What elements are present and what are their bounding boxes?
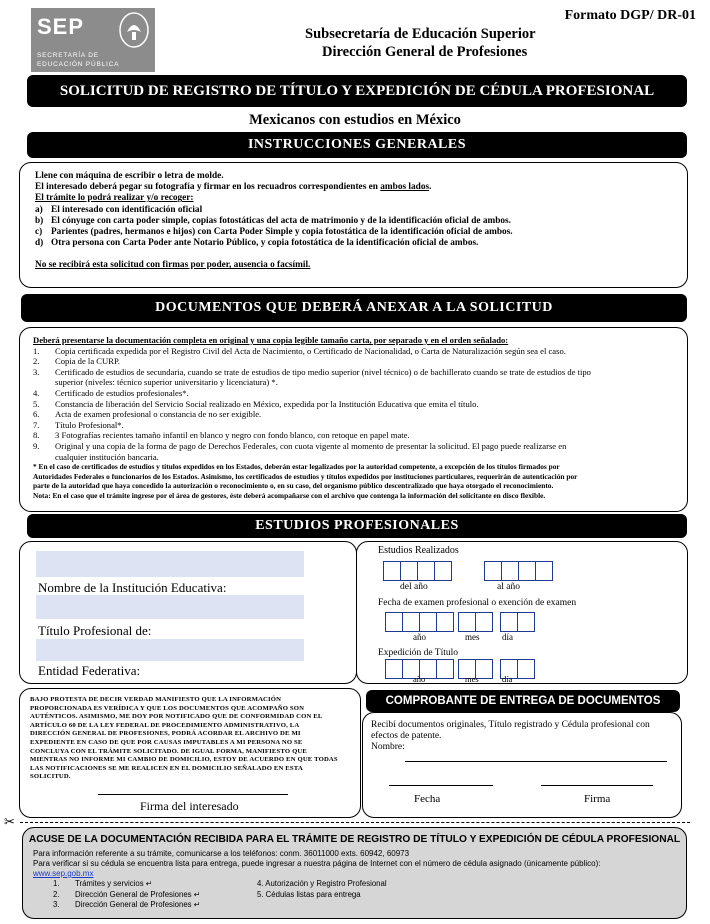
sep-website-link[interactable]: www.sep.gob.mx (33, 869, 94, 878)
doc-item (33, 441, 591, 452)
doc-item-text: 3 Fotografías recientes tamaño infantil en blanco y negro con fondo blanco, con retoque en papel mate. (55, 430, 410, 441)
realizados-label: Estudios Realizados (378, 545, 459, 556)
form-title: SOLICITUD DE REGISTRO DE TÍTULO Y EXPEDICIÓN DE CÉDULA PROFESIONAL (27, 75, 687, 107)
examen-anio-label: año (413, 632, 426, 642)
protesta-line: CONCLUYA CON EL TRÁMITE SOLICITADO. DE IGUAL FORMA, MANIFIESTO QUE (30, 747, 308, 755)
entidad-label: Entidad Federativa: (38, 663, 141, 678)
direccion: Dirección General de Profesiones (322, 44, 528, 60)
doc-item-num: 7. (33, 419, 40, 430)
instr-item-text: El interesado con identificación oficial (51, 204, 203, 215)
examen-mes-boxes[interactable] (458, 612, 492, 632)
sep-logo-subtext-2: EDUCACIÓN PÚBLICA (37, 61, 120, 68)
doc-note-2: Nota: En el caso que el trámite ingrese por el área de gestores, éste deberá acompañarse con el archivo que contenga la información del solicitante en disco flexible. (33, 490, 546, 500)
instr-line-2c: . (429, 182, 432, 193)
protesta-line: SOLICITUD. (30, 773, 71, 781)
expedicion-mes-label: mes (465, 674, 479, 684)
doc-item-num: 5. (33, 398, 40, 409)
institucion-label: Nombre de la Institución Educativa: (38, 580, 227, 595)
instr-item (35, 227, 513, 238)
acuse-step: 4. Autorización y Registro Profesional (257, 879, 387, 888)
form-subtitle: Mexicanos con estudios en México (249, 112, 461, 128)
doc-item-num: 9. (33, 440, 40, 451)
acuse-step: 5. Cédulas listas para entrega (257, 889, 361, 899)
digit-box[interactable] (417, 561, 435, 581)
scissors-icon: ✂ (4, 814, 15, 829)
doc-item-text: superior (niveles: técnico superior universitario y licenciatura) *. (55, 377, 278, 388)
expedicion-anio-label: año (413, 674, 426, 684)
doc-item (33, 377, 591, 388)
cut-line (20, 822, 690, 823)
doc-note-1-line: parte de la autoridad que haya concedido la autorización o reconocimiento o, en su caso, del organismo público descentralizado que haya otorgado el reconocimiento. (33, 481, 554, 491)
instr-line-2 (35, 182, 513, 193)
digit-box[interactable] (434, 561, 452, 581)
instr-line-1: Llene con máquina de escribir o letra de molde. (35, 171, 224, 181)
doc-item-text: Acta de examen profesional o constancia de no ser exigible. (55, 409, 262, 420)
digit-box[interactable] (402, 612, 420, 632)
instr-item (35, 238, 513, 249)
instrucciones-box (19, 162, 688, 288)
comprobante-line-1: Recibí documentos originales, Título registrado y Cédula profesional con (371, 720, 650, 730)
acuse-step (53, 900, 200, 911)
examen-label: Fecha de examen profesional o exención de examen (378, 598, 577, 608)
doc-item-text: Constancia de liberación del Servicio Social realizado en México, expedida por la Institución Educativa que emita el título. (55, 398, 479, 409)
instrucciones-heading: INSTRUCCIONES GENERALES (27, 132, 687, 158)
estudios-heading: ESTUDIOS PROFESIONALES (27, 514, 687, 538)
instr-line-2a: El interesado deberá pegar su fotografía y firmar en los recuadros correspondientes en (35, 182, 381, 193)
acuse-step-num: 3. (53, 900, 60, 909)
firma-interesado-label: Firma del interesado (140, 799, 239, 813)
acuse-info-1: Para información referente a su trámite, comunicarse a los teléfonos: conm. 36011000 exts. 60942, 60973 (33, 849, 410, 858)
digit-box[interactable] (517, 612, 535, 632)
acuse-box (22, 827, 687, 919)
instr-line-3: El trámite lo podrá realizar y/o recoger: (35, 193, 194, 204)
acuse-step-text: Dirección General de Profesiones ↵ (75, 900, 201, 909)
instr-warning: No se recibirá esta solicitud con firmas por poder, ausencia o facsímil. (35, 260, 311, 271)
doc-item-num: 6. (33, 409, 40, 420)
protesta-line: EXPEDIENTE EN CASO DE QUE POR CAUSAS IMPUTABLES A MI PERSONA NO SE (30, 738, 303, 746)
digit-box[interactable] (458, 612, 476, 632)
protesta-line: ARTÍCULO 60 DE LA LEY FEDERAL DE PROCEDIMIENTO ADMINISTRATIVO, LA (30, 721, 300, 729)
digit-box[interactable] (385, 659, 403, 679)
digit-box[interactable] (475, 612, 493, 632)
digit-box[interactable] (385, 612, 403, 632)
doc-item-num: 2. (33, 356, 40, 367)
acuse-step-text: Dirección General de Profesiones ↵ (75, 889, 201, 899)
instrucciones-text (35, 171, 513, 272)
doc-note-1-line: Autoridades Federales o funcionarios de los Estados. Asimismo, los certificados de estudios y títulos expedidos por instituciones particulares, requerirán de autenticación por (33, 471, 578, 481)
doc-item-text: Título Profesional*. (55, 419, 124, 430)
instr-item-mark: a) (35, 204, 43, 215)
subsecretaria: Subsecretaría de Educación Superior (305, 26, 536, 42)
doc-item (33, 388, 591, 399)
doc-intro: Deberá presentarse la documentación completa en original y una copia legible tamaño carta, por separado y en el orden señalado: (33, 335, 509, 345)
protesta-line: MIENTRAS NO INFORME MI CAMBIO DE DOMICILIO, ESTOY DE ACUERDO EN QUE TODAS (30, 756, 338, 764)
acuse-step-num: 1. (53, 879, 60, 888)
doc-note-1 (33, 462, 591, 500)
doc-item (33, 399, 591, 410)
acuse-step (53, 890, 200, 901)
doc-item-num: 1. (33, 345, 40, 356)
fecha-line[interactable] (389, 785, 493, 786)
instr-item-mark: c) (35, 227, 43, 238)
format-code: Formato DGP/ DR-01 (564, 8, 696, 23)
doc-item-num: 8. (33, 430, 40, 441)
digit-box[interactable] (501, 561, 519, 581)
instr-item-mark: d) (35, 238, 44, 249)
comprobante-text (371, 720, 650, 753)
titulo-label: Título Profesional de: (38, 623, 152, 638)
examen-dia-label: día (502, 632, 513, 642)
doc-item (33, 367, 591, 378)
digit-box[interactable] (518, 561, 536, 581)
instr-item-mark: b) (35, 215, 44, 226)
expedicion-label: Expedición de Título (378, 648, 459, 658)
acuse-info (33, 849, 600, 879)
digit-box[interactable] (500, 612, 518, 632)
protesta-line: DIRECCIÓN GENERAL DE PROFESIONES, PODRÁ ACORDAR EL ARCHIVO DE MI (30, 730, 301, 738)
doc-item (33, 420, 591, 431)
digit-box[interactable] (517, 659, 535, 679)
protesta-line: BAJO PROTESTA DE DECIR VERDAD MANIFIESTO QUE LA INFORMACIÓN (30, 696, 282, 703)
protesta-text (30, 696, 338, 782)
instr-item-text: Parientes (padres, hermanos e hijos) con Carta Poder Simple y copia fotostática de la identificación oficial de ambos. (51, 227, 513, 238)
protesta-line: PROPORCIONADA ES VERÍDICA Y QUE LOS DOCUMENTOS QUE ACOMPAÑO SON (30, 704, 305, 712)
digit-box[interactable] (419, 612, 437, 632)
institucion-input[interactable] (36, 551, 304, 577)
examen-mes-label: mes (465, 632, 480, 642)
instr-item (35, 216, 513, 227)
instr-item-text: Otra persona con Carta Poder ante Notario Público, y copia fotostática de la identificación oficial de ambos. (51, 238, 479, 249)
doc-item-num: 4. (33, 387, 40, 398)
doc-item (33, 356, 591, 367)
acuse-heading: ACUSE DE LA DOCUMENTACIÓN RECIBIDA PARA EL TRÁMITE DE REGISTRO DE TÍTULO Y EXPEDICIÓN DE CÉDULA PROFESIONAL (28, 834, 681, 845)
documentos-heading: DOCUMENTOS QUE DEBERÁ ANEXAR A LA SOLICITUD (21, 294, 687, 322)
doc-note-1-line: * En el caso de certificados de estudios y títulos expedidos en los Estados, deberán estar legalizados por la autoridad competente, a excepción de los títulos firmados por (33, 462, 560, 472)
doc-item-text: Certificado de estudios profesionales*. (55, 387, 189, 398)
sep-logo-subtext-1: SECRETARÍA DE (37, 52, 99, 59)
al-anio-boxes[interactable] (484, 561, 552, 581)
firma-line[interactable] (541, 785, 653, 786)
fecha-label: Fecha (414, 793, 441, 805)
instr-item (35, 205, 513, 216)
documentos-box (19, 327, 688, 512)
digit-box[interactable] (535, 561, 553, 581)
del-anio-label: del año (400, 582, 428, 592)
acuse-step-num: 2. (53, 889, 60, 899)
digit-box[interactable] (484, 561, 502, 581)
acuse-info-2: Para verificar si su cédula se encuentra lista para entrega, puede ingresar a nuestra página de Internet con el número de cédula asignado (únicamente público): (33, 859, 601, 868)
instr-line-2b: ambos lados (380, 182, 430, 193)
comprobante-line-2: efectos de patente. (371, 731, 442, 741)
doc-item-num: 3. (33, 366, 40, 377)
doc-item-text: Copia de la CURP. (55, 356, 120, 367)
acuse-left-list (53, 879, 200, 911)
comprobante-heading: COMPROBANTE DE ENTREGA DE DOCUMENTOS (366, 690, 680, 712)
doc-item-text: Certificado de estudios de secundaria, cuando se trate de estudios de tipo medio superior (nivel técnico) o de bachillerato cuando se trate de estudios de tipo (55, 366, 591, 377)
acuse-step (53, 879, 200, 890)
comprobante-box (362, 712, 682, 818)
comprobante-nombre-label: Nombre: (371, 742, 405, 752)
firma-interesado-line[interactable] (98, 794, 288, 795)
digit-box[interactable] (436, 612, 454, 632)
titulo-input[interactable] (36, 595, 304, 619)
protesta-line: LAS NOTIFICACIONES SE ME REALICEN EN EL DOMICILIO SEÑALADO EN ESTA (30, 764, 303, 772)
doc-item-text: cualquier institución bancaria. (55, 451, 159, 462)
acuse-right-list (257, 879, 387, 900)
digit-box[interactable] (436, 659, 454, 679)
doc-item (33, 346, 591, 357)
acuse-step-text: Trámites y servicios ↵ (75, 879, 153, 888)
expedicion-dia-label: día (502, 674, 513, 684)
digit-box[interactable] (400, 561, 418, 581)
doc-item (33, 430, 591, 441)
instr-item-text: El cónyuge con carta poder simple, copias fotostáticas del acta de matrimonio y de la identificación oficial de ambos. (51, 215, 511, 226)
del-anio-boxes[interactable] (383, 561, 451, 581)
nombre-line[interactable] (405, 761, 667, 762)
examen-anio-boxes[interactable] (385, 612, 453, 632)
doc-item (33, 452, 591, 463)
entidad-input[interactable] (36, 639, 304, 661)
examen-dia-boxes[interactable] (500, 612, 534, 632)
digit-box[interactable] (383, 561, 401, 581)
doc-item-text: Copia certificada expedida por el Registro Civil del Acta de Nacimiento, o Certificado de Nacionalidad, o Carta de Naturalización según sea el caso. (55, 345, 566, 356)
protesta-box (19, 688, 361, 818)
doc-item-text: Original y una copia de la forma de pago de Derechos Federales, con cuota vigente al momento de presentar la solicitud. El pago puede realizarse en (55, 440, 567, 451)
documentos-text (33, 335, 591, 501)
doc-item (33, 409, 591, 420)
al-anio-label: al año (497, 582, 520, 592)
protesta-line: AUTÉNTICOS. ASIMISMO, ME DOY POR NOTIFICADO QUE DE CONFORMIDAD CON EL (30, 713, 323, 721)
firma-label: Firma (584, 793, 611, 805)
sep-logo-text: SEP (37, 14, 85, 39)
sep-logo (31, 8, 155, 72)
eagle-seal-icon (119, 12, 149, 48)
